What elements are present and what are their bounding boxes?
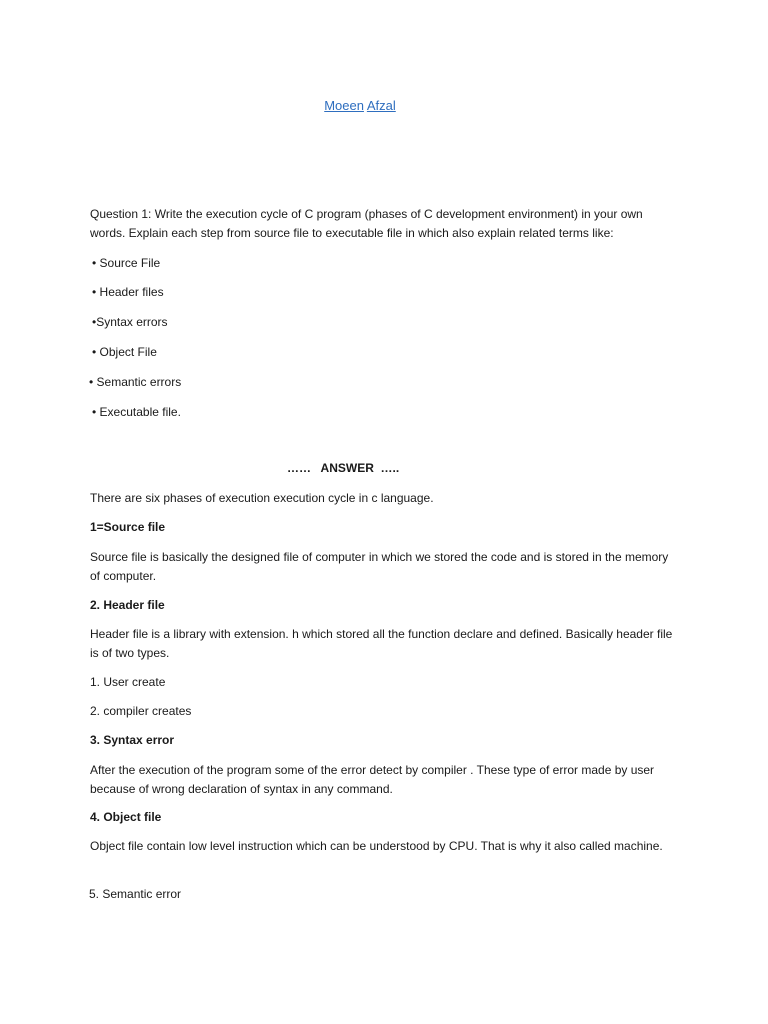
section-title: 2. Header file (90, 598, 165, 612)
question-body: Write the execution cycle of C program (phases of C development environment) in your own words. Explain each step from source file to executable file in which also explain related terms like: (90, 207, 643, 240)
section-body: After the execution of the program some of the error detect by compiler . These type of error made by user because of wrong declaration of syntax in any command. (90, 763, 655, 796)
section-title: 3. Syntax error (90, 733, 175, 747)
list-item: 1. User create (90, 675, 166, 689)
bullet-item: • Header files (92, 285, 164, 299)
answer-intro: There are six phases of execution execution cycle in c language. (90, 491, 434, 505)
section-body: Header file is a library with extension. h which stored all the function declare and defined. Basically header file is of two types. (90, 627, 673, 660)
question-text (90, 205, 680, 243)
section-body: Source file is basically the designed file of computer in which we stored the code and is stored in the memory of computer. (90, 550, 669, 583)
author-name (0, 98, 720, 113)
question-label: Question 1: (90, 207, 152, 221)
section-body: Object file contain low level instruction which can be understood by CPU. That is why it also called machine. (90, 839, 663, 853)
bullet-item: •Syntax errors (92, 315, 168, 329)
answer-heading: …… ANSWER ….. (287, 461, 400, 475)
list-item: 2. compiler creates (90, 704, 192, 718)
bullet-item: • Executable file. (92, 405, 181, 419)
section-title: 1=Source file (90, 520, 166, 534)
bullet-item: • Source File (92, 256, 161, 270)
bullet-item: • Semantic errors (89, 375, 182, 389)
section-title: 5. Semantic error (89, 887, 182, 901)
bullet-item: • Object File (92, 345, 157, 359)
author-last-name: Afzal (366, 98, 396, 113)
author-first-name: Moeen (324, 98, 364, 113)
section-title: 4. Object file (90, 810, 162, 824)
